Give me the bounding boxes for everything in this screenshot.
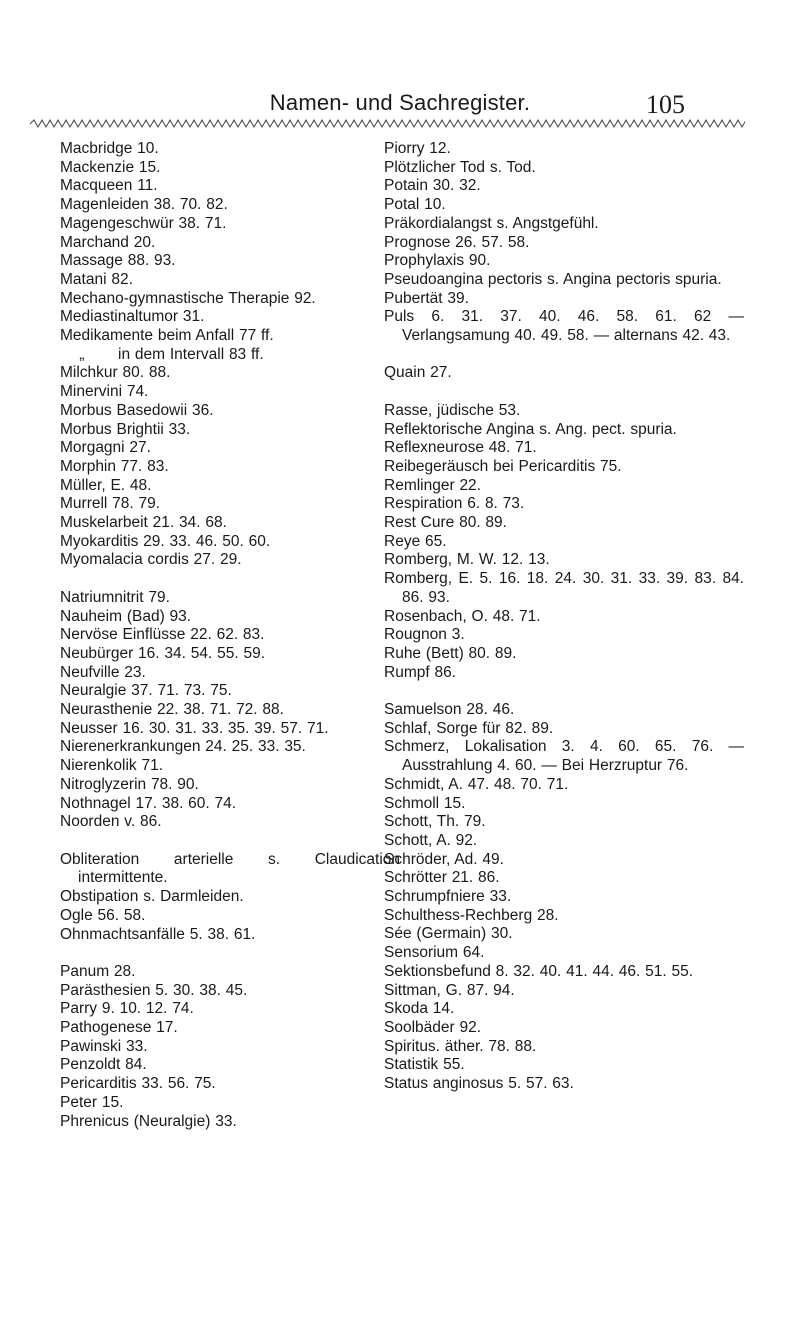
index-entry: Macqueen 11. [60,177,158,195]
index-entry: Schott, A. 92. [384,831,478,849]
index-entry: Morphin 77. 83. [60,457,169,475]
index-entry: Schröder, Ad. 49. [384,850,504,868]
index-entry: Schmoll 15. [384,794,466,812]
index-entry: Parry 9. 10. 12. 74. [60,1000,194,1018]
page-number: 105 [646,90,685,119]
index-entry: „ in dem Intervall 83 ff. [60,345,264,363]
index-entry: Potain 30. 32. [384,177,481,195]
index-entry: Soolbäder 92. [384,1019,482,1036]
index-entry: Nervöse Einflüsse 22. 62. 83. [60,626,265,644]
index-entry: Sée (Germain) 30. [384,925,513,943]
index-entry: Reye 65. [384,532,447,550]
index-entry: Nierenerkrankungen 24. 25. 33. 35. [60,738,306,756]
index-entry: Samuelson 28. 46. [384,701,515,719]
index-entry: Respiration 6. 8. 73. [384,495,525,513]
index-entry: Quain 27. [384,364,452,382]
index-entry: Magenleiden 38. 70. 82. [60,196,228,214]
index-entry: Magengeschwür 38. 71. [60,214,227,232]
index-entry: Medikamente beim Anfall 77 ff. [60,327,274,345]
index-entry: Natriumnitrit 79. [60,588,170,606]
index-entry: Piorry 12. [384,140,451,157]
index-entry: Neufville 23. [60,663,146,681]
index-entry: Peter 15. [60,1093,124,1111]
index-entry: Parästhesien 5. 30. 38. 45. [60,981,248,999]
index-entry: Macbridge 10. [60,140,159,157]
index-entry: Matani 82. [60,270,133,288]
running-title: Namen- und Sachregister. [269,90,531,115]
index-entry: Muskelarbeit 21. 34. 68. [60,514,227,532]
index-entry: Remlinger 22. [384,476,481,494]
index-entry: Mechano-gymnastische Therapie 92. [60,289,316,307]
index-entry: Ruhe (Bett) 80. 89. [384,644,517,662]
index-entry: Penzoldt 84. [60,1056,147,1074]
index-entry: Puls 6. 31. 37. 40. 46. 58. 61. 62 — Verlangsamung 40. 49. 58. — alternans 42. 43. [384,308,744,345]
index-entry: Myomalacia cordis 27. 29. [60,551,242,569]
index-column-right [384,140,744,1094]
index-entry: Obstipation s. Darmleiden. [60,888,244,906]
index-entry: Ohnmachtsanfälle 5. 38. 61. [60,925,256,943]
index-entry: Romberg, M. W. 12. 13. [384,551,550,569]
index-entry: Neuralgie 37. 71. 73. 75. [60,682,232,700]
index-entry: Massage 88. 93. [60,252,176,270]
index-entry: Mediastinaltumor 31. [60,308,205,326]
index-column-left [60,140,400,1131]
index-entry: Panum 28. [60,962,136,980]
index-entry: Reflexneurose 48. 71. [384,439,537,457]
index-entry: Minervini 74. [60,383,149,401]
index-entry: Spiritus. äther. 78. 88. [384,1037,537,1055]
index-entry: Schrumpfniere 33. [384,888,512,906]
index-entry: Schlaf, Sorge für 82. 89. [384,719,554,737]
index-entry: Plötzlicher Tod s. Tod. [384,158,536,176]
index-entry: Sensorium 64. [384,944,485,962]
index-entry: Pathogenese 17. [60,1019,178,1036]
index-entry: Rosenbach, O. 48. 71. [384,607,541,625]
index-entry: Nierenkolik 71. [60,757,164,775]
index-entry: Morbus Brightii 33. [60,420,191,438]
index-entry: Morgagni 27. [60,439,151,457]
index-entry: Phrenicus (Neuralgie) 33. [60,1112,237,1130]
index-entry: Schrötter 21. 86. [384,869,500,887]
index-entry: Milchkur 80. 88. [60,364,171,382]
index-entry: Mackenzie 15. [60,158,161,176]
index-entry: Rasse, jüdische 53. [384,401,521,419]
index-entry: Schulthess-Rechberg 28. [384,906,559,924]
index-entry: Schott, Th. 79. [384,813,486,831]
index-entry: Neusser 16. 30. 31. 33. 35. 39. 57. 71. [60,719,329,737]
index-entry: Neurasthenie 22. 38. 71. 72. 88. [60,701,284,719]
index-entry: Prophylaxis 90. [384,252,491,270]
index-entry: Neubürger 16. 34. 54. 55. 59. [60,644,266,662]
index-entry: Reflektorische Angina s. Ang. pect. spuria. [384,420,677,438]
index-entry: Potal 10. [384,196,446,214]
index-entry: Nauheim (Bad) 93. [60,607,192,625]
index-entry: Pawinski 33. [60,1037,148,1055]
index-entry: Prognose 26. 57. 58. [384,233,530,251]
index-entry: Rougnon 3. [384,626,465,644]
index-entry: Noorden v. 86. [60,813,162,831]
index-entry: Morbus Basedowii 36. [60,401,214,419]
index-entry: Romberg, E. 5. 16. 18. 24. 30. 31. 33. 39. 83. 84. 86. 93. [384,570,744,606]
index-entry: Nitroglyzerin 78. 90. [60,775,199,793]
index-entry: Skoda 14. [384,1000,455,1018]
index-entry: Schmidt, A. 47. 48. 70. 71. [384,775,569,793]
index-entry: Obliteration arterielle s. Claudication intermittente. [60,850,400,887]
index-entry: Sektionsbefund 8. 32. 40. 41. 44. 46. 51. 55. [384,962,694,980]
index-entry: Status anginosus 5. 57. 63. [384,1075,574,1093]
index-entry: Rumpf 86. [384,663,457,681]
index-entry: Präkordialangst s. Angstgefühl. [384,214,599,232]
index-entry: Reibegeräusch bei Pericarditis 75. [384,457,622,475]
index-entry: Pubertät 39. [384,289,469,307]
index-entry: Statistik 55. [384,1056,465,1074]
decorative-wavy-rule [30,118,745,130]
index-entry: Müller, E. 48. [60,476,152,494]
index-entry: Nothnagel 17. 38. 60. 74. [60,794,237,812]
index-entry: Murrell 78. 79. [60,495,161,513]
index-entry: Pseudoangina pectoris s. Angina pectoris spuria. [384,270,722,288]
index-entry: Pericarditis 33. 56. 75. [60,1075,216,1093]
index-entry: Myokarditis 29. 33. 46. 50. 60. [60,532,271,550]
index-entry: Marchand 20. [60,233,156,251]
index-entry: Schmerz, Lokalisation 3. 4. 60. 65. 76. — Ausstrahlung 4. 60. — Bei Herzruptur 76. [384,738,744,775]
index-entry: Rest Cure 80. 89. [384,514,507,532]
index-entry: Ogle 56. 58. [60,906,146,924]
index-entry: Sittman, G. 87. 94. [384,981,515,999]
